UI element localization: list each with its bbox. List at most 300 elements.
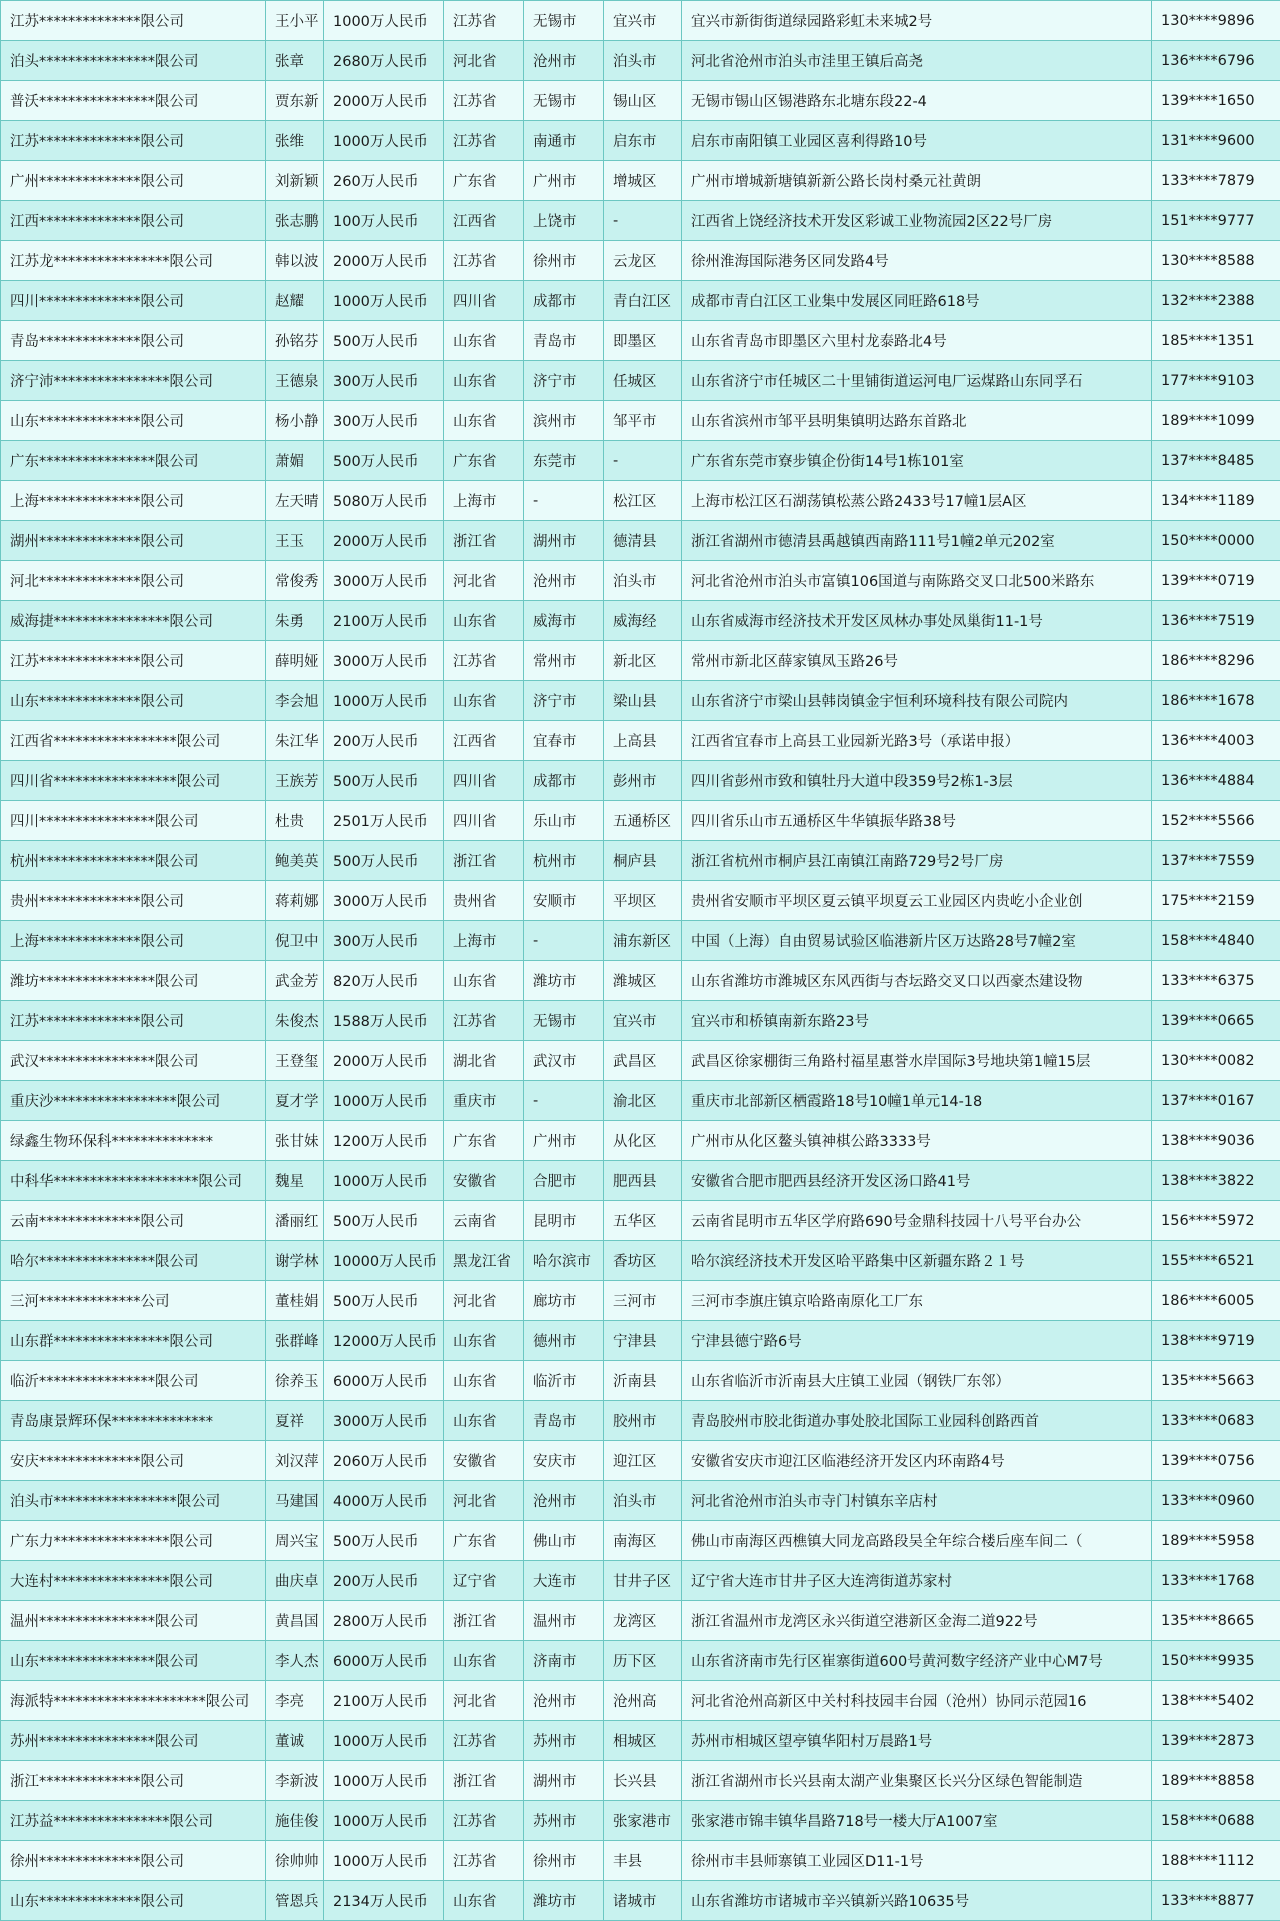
- province-cell: 江苏省: [444, 1841, 524, 1881]
- phone-cell: 189****8858: [1152, 1761, 1280, 1801]
- contact-name-cell: 张维: [266, 121, 324, 161]
- province-cell: 江苏省: [444, 1801, 524, 1841]
- phone-cell: 177****9103: [1152, 361, 1280, 401]
- address-cell: 广州市增城新塘镇新新公路长岗村桑元社黄朗: [682, 161, 1152, 201]
- registered-capital-cell: 5080万人民币: [324, 481, 444, 521]
- province-cell: 广东省: [444, 1121, 524, 1161]
- company-name-cell: 哈尔****************限公司: [1, 1241, 266, 1281]
- phone-cell: 130****0082: [1152, 1041, 1280, 1081]
- district-cell: 胶州市: [604, 1401, 682, 1441]
- district-cell: 宜兴市: [604, 1001, 682, 1041]
- address-cell: 安徽省安庆市迎江区临港经济开发区内环南路4号: [682, 1441, 1152, 1481]
- table-row: [1, 1841, 1280, 1881]
- company-name-cell: 三河**************公司: [1, 1281, 266, 1321]
- address-cell: 浙江省杭州市桐庐县江南镇江南路729号2号厂房: [682, 841, 1152, 881]
- company-name-cell: 泊头****************限公司: [1, 41, 266, 81]
- table-row: [1, 1681, 1280, 1721]
- company-name-cell: 苏州****************限公司: [1, 1721, 266, 1761]
- city-cell: 合肥市: [524, 1161, 604, 1201]
- city-cell: 温州市: [524, 1601, 604, 1641]
- district-cell: 从化区: [604, 1121, 682, 1161]
- table-row: [1, 1601, 1280, 1641]
- company-name-cell: 泊头市*****************限公司: [1, 1481, 266, 1521]
- table-row: [1, 241, 1280, 281]
- phone-cell: 138****9036: [1152, 1121, 1280, 1161]
- registered-capital-cell: 1000万人民币: [324, 681, 444, 721]
- city-cell: 沧州市: [524, 561, 604, 601]
- table-row: [1, 1201, 1280, 1241]
- city-cell: 大连市: [524, 1561, 604, 1601]
- table-row: [1, 1121, 1280, 1161]
- province-cell: 广东省: [444, 1521, 524, 1561]
- province-cell: 安徽省: [444, 1161, 524, 1201]
- phone-cell: 189****1099: [1152, 401, 1280, 441]
- province-cell: 江西省: [444, 201, 524, 241]
- city-cell: 威海市: [524, 601, 604, 641]
- city-cell: 昆明市: [524, 1201, 604, 1241]
- contact-name-cell: 徐帅帅: [266, 1841, 324, 1881]
- province-cell: 浙江省: [444, 1601, 524, 1641]
- district-cell: 任城区: [604, 361, 682, 401]
- table-row: [1, 201, 1280, 241]
- district-cell: 云龙区: [604, 241, 682, 281]
- phone-cell: 156****5972: [1152, 1201, 1280, 1241]
- province-cell: 河北省: [444, 41, 524, 81]
- table-row: [1, 1401, 1280, 1441]
- registered-capital-cell: 1000万人民币: [324, 1081, 444, 1121]
- city-cell: 成都市: [524, 761, 604, 801]
- address-cell: 成都市青白江区工业集中发展区同旺路618号: [682, 281, 1152, 321]
- address-cell: 苏州市相城区望亭镇华阳村万晨路1号: [682, 1721, 1152, 1761]
- contact-name-cell: 常俊秀: [266, 561, 324, 601]
- registered-capital-cell: 2501万人民币: [324, 801, 444, 841]
- district-cell: 松江区: [604, 481, 682, 521]
- address-cell: 宜兴市新街街道绿园路彩虹未来城2号: [682, 1, 1152, 41]
- address-cell: 浙江省温州市龙湾区永兴街道空港新区金海二道922号: [682, 1601, 1152, 1641]
- registered-capital-cell: 500万人民币: [324, 761, 444, 801]
- province-cell: 辽宁省: [444, 1561, 524, 1601]
- district-cell: 宁津县: [604, 1321, 682, 1361]
- table-row: [1, 1561, 1280, 1601]
- table-row: [1, 321, 1280, 361]
- address-cell: 张家港市锦丰镇华昌路718号一楼大厅A1007室: [682, 1801, 1152, 1841]
- city-cell: 苏州市: [524, 1721, 604, 1761]
- company-name-cell: 浙江**************限公司: [1, 1761, 266, 1801]
- city-cell: 佛山市: [524, 1521, 604, 1561]
- contact-name-cell: 徐养玉: [266, 1361, 324, 1401]
- city-cell: 沧州市: [524, 41, 604, 81]
- province-cell: 山东省: [444, 1361, 524, 1401]
- company-name-cell: 江苏**************限公司: [1, 121, 266, 161]
- phone-cell: 139****1650: [1152, 81, 1280, 121]
- phone-cell: 136****4003: [1152, 721, 1280, 761]
- table-row: [1, 441, 1280, 481]
- address-cell: 江西省宜春市上高县工业园新光路3号（承诺申报）: [682, 721, 1152, 761]
- table-row: [1, 801, 1280, 841]
- address-cell: 广东省东莞市寮步镇企份街14号1栋101室: [682, 441, 1152, 481]
- registered-capital-cell: 200万人民币: [324, 1561, 444, 1601]
- city-cell: 常州市: [524, 641, 604, 681]
- city-cell: -: [524, 481, 604, 521]
- contact-name-cell: 朱勇: [266, 601, 324, 641]
- district-cell: 宜兴市: [604, 1, 682, 41]
- address-cell: 徐州市丰县师寨镇工业园区D11-1号: [682, 1841, 1152, 1881]
- contact-name-cell: 杜贵: [266, 801, 324, 841]
- table-row: [1, 521, 1280, 561]
- registered-capital-cell: 3000万人民币: [324, 881, 444, 921]
- city-cell: 潍坊市: [524, 1881, 604, 1921]
- table-row: [1, 1801, 1280, 1841]
- address-cell: 宜兴市和桥镇南新东路23号: [682, 1001, 1152, 1041]
- phone-cell: 137****8485: [1152, 441, 1280, 481]
- province-cell: 山东省: [444, 1881, 524, 1921]
- address-cell: 山东省济宁市梁山县韩岗镇金宇恒利环境科技有限公司院内: [682, 681, 1152, 721]
- city-cell: -: [524, 921, 604, 961]
- table-row: [1, 1321, 1280, 1361]
- registered-capital-cell: 10000万人民币: [324, 1241, 444, 1281]
- company-name-cell: 山东****************限公司: [1, 1641, 266, 1681]
- registered-capital-cell: 3000万人民币: [324, 1401, 444, 1441]
- province-cell: 山东省: [444, 1401, 524, 1441]
- phone-cell: 138****9719: [1152, 1321, 1280, 1361]
- address-cell: 江西省上饶经济技术开发区彩诚工业物流园2区22号厂房: [682, 201, 1152, 241]
- table-row: [1, 481, 1280, 521]
- district-cell: -: [604, 201, 682, 241]
- address-cell: 云南省昆明市五华区学府路690号金鼎科技园十八号平台办公: [682, 1201, 1152, 1241]
- registered-capital-cell: 1000万人民币: [324, 1161, 444, 1201]
- city-cell: 徐州市: [524, 241, 604, 281]
- phone-cell: 139****0719: [1152, 561, 1280, 601]
- contact-name-cell: 王德泉: [266, 361, 324, 401]
- company-name-cell: 上海**************限公司: [1, 921, 266, 961]
- contact-name-cell: 董诚: [266, 1721, 324, 1761]
- contact-name-cell: 杨小静: [266, 401, 324, 441]
- district-cell: 肥西县: [604, 1161, 682, 1201]
- phone-cell: 130****8588: [1152, 241, 1280, 281]
- company-name-cell: 江苏**************限公司: [1, 1001, 266, 1041]
- address-cell: 山东省青岛市即墨区六里村龙泰路北4号: [682, 321, 1152, 361]
- phone-cell: 155****6521: [1152, 1241, 1280, 1281]
- address-cell: 三河市李旗庄镇京哈路南原化工厂东: [682, 1281, 1152, 1321]
- registered-capital-cell: 6000万人民币: [324, 1361, 444, 1401]
- city-cell: 湖州市: [524, 1761, 604, 1801]
- address-cell: 启东市南阳镇工业园区喜利得路10号: [682, 121, 1152, 161]
- address-cell: 山东省滨州市邹平县明集镇明达路东首路北: [682, 401, 1152, 441]
- phone-cell: 133****6375: [1152, 961, 1280, 1001]
- province-cell: 浙江省: [444, 841, 524, 881]
- company-name-cell: 江苏益****************限公司: [1, 1801, 266, 1841]
- contact-name-cell: 王小平: [266, 1, 324, 41]
- company-name-cell: 大连村****************限公司: [1, 1561, 266, 1601]
- phone-cell: 133****8877: [1152, 1881, 1280, 1921]
- province-cell: 江苏省: [444, 121, 524, 161]
- registered-capital-cell: 4000万人民币: [324, 1481, 444, 1521]
- city-cell: 广州市: [524, 1121, 604, 1161]
- company-name-cell: 广州**************限公司: [1, 161, 266, 201]
- table-row: [1, 1281, 1280, 1321]
- phone-cell: 137****0167: [1152, 1081, 1280, 1121]
- contact-name-cell: 周兴宝: [266, 1521, 324, 1561]
- district-cell: 泊头市: [604, 41, 682, 81]
- district-cell: 丰县: [604, 1841, 682, 1881]
- company-name-cell: 上海**************限公司: [1, 481, 266, 521]
- table-row: [1, 1001, 1280, 1041]
- table-row: [1, 1721, 1280, 1761]
- city-cell: 上饶市: [524, 201, 604, 241]
- table-row: [1, 121, 1280, 161]
- contact-name-cell: 潘丽红: [266, 1201, 324, 1241]
- company-name-cell: 云南**************限公司: [1, 1201, 266, 1241]
- district-cell: 浦东新区: [604, 921, 682, 961]
- address-cell: 青岛胶州市胶北街道办事处胶北国际工业园科创路西首: [682, 1401, 1152, 1441]
- address-cell: 浙江省湖州市德清县禹越镇西南路111号1幢2单元202室: [682, 521, 1152, 561]
- registered-capital-cell: 6000万人民币: [324, 1641, 444, 1681]
- company-name-cell: 青岛康景辉环保**************: [1, 1401, 266, 1441]
- company-name-cell: 徐州**************限公司: [1, 1841, 266, 1881]
- phone-cell: 138****5402: [1152, 1681, 1280, 1721]
- city-cell: 济宁市: [524, 361, 604, 401]
- district-cell: 德清县: [604, 521, 682, 561]
- address-cell: 辽宁省大连市甘井子区大连湾街道苏家村: [682, 1561, 1152, 1601]
- phone-cell: 150****9935: [1152, 1641, 1280, 1681]
- registered-capital-cell: 12000万人民币: [324, 1321, 444, 1361]
- contact-name-cell: 李人杰: [266, 1641, 324, 1681]
- province-cell: 上海市: [444, 921, 524, 961]
- contact-name-cell: 赵耀: [266, 281, 324, 321]
- city-cell: 乐山市: [524, 801, 604, 841]
- address-cell: 广州市从化区鳌头镇神棋公路3333号: [682, 1121, 1152, 1161]
- contact-name-cell: 王登玺: [266, 1041, 324, 1081]
- company-name-cell: 济宁沛****************限公司: [1, 361, 266, 401]
- province-cell: 山东省: [444, 961, 524, 1001]
- city-cell: 无锡市: [524, 81, 604, 121]
- address-cell: 徐州淮海国际港务区同发路4号: [682, 241, 1152, 281]
- district-cell: 三河市: [604, 1281, 682, 1321]
- table-row: [1, 401, 1280, 441]
- province-cell: 山东省: [444, 681, 524, 721]
- city-cell: 德州市: [524, 1321, 604, 1361]
- phone-cell: 139****0665: [1152, 1001, 1280, 1041]
- district-cell: 邹平市: [604, 401, 682, 441]
- company-name-cell: 武汉****************限公司: [1, 1041, 266, 1081]
- phone-cell: 132****2388: [1152, 281, 1280, 321]
- province-cell: 广东省: [444, 441, 524, 481]
- province-cell: 山东省: [444, 321, 524, 361]
- province-cell: 河北省: [444, 1481, 524, 1521]
- province-cell: 江苏省: [444, 1001, 524, 1041]
- company-name-cell: 广东力****************限公司: [1, 1521, 266, 1561]
- address-cell: 浙江省湖州市长兴县南太湖产业集聚区长兴分区绿色智能制造: [682, 1761, 1152, 1801]
- table-row: [1, 601, 1280, 641]
- address-cell: 无锡市锡山区锡港路东北塘东段22-4: [682, 81, 1152, 121]
- phone-cell: 137****7559: [1152, 841, 1280, 881]
- contact-name-cell: 王族芳: [266, 761, 324, 801]
- registered-capital-cell: 2800万人民币: [324, 1601, 444, 1641]
- company-name-cell: 江苏**************限公司: [1, 1, 266, 41]
- district-cell: 五华区: [604, 1201, 682, 1241]
- contact-name-cell: 张甘妹: [266, 1121, 324, 1161]
- district-cell: 龙湾区: [604, 1601, 682, 1641]
- phone-cell: 186****1678: [1152, 681, 1280, 721]
- phone-cell: 186****8296: [1152, 641, 1280, 681]
- province-cell: 山东省: [444, 1321, 524, 1361]
- district-cell: 泊头市: [604, 561, 682, 601]
- district-cell: 泊头市: [604, 1481, 682, 1521]
- address-cell: 山东省济南市先行区崔寨街道600号黄河数字经济产业中心M7号: [682, 1641, 1152, 1681]
- address-cell: 哈尔滨经济技术开发区哈平路集中区新疆东路２１号: [682, 1241, 1152, 1281]
- registered-capital-cell: 2000万人民币: [324, 81, 444, 121]
- district-cell: 香坊区: [604, 1241, 682, 1281]
- company-name-cell: 广东****************限公司: [1, 441, 266, 481]
- table-row: [1, 1521, 1280, 1561]
- contact-name-cell: 谢学林: [266, 1241, 324, 1281]
- phone-cell: 158****4840: [1152, 921, 1280, 961]
- company-name-cell: 山东群****************限公司: [1, 1321, 266, 1361]
- province-cell: 江苏省: [444, 641, 524, 681]
- registered-capital-cell: 2060万人民币: [324, 1441, 444, 1481]
- company-name-cell: 贵州**************限公司: [1, 881, 266, 921]
- company-name-cell: 山东**************限公司: [1, 401, 266, 441]
- registered-capital-cell: 820万人民币: [324, 961, 444, 1001]
- table-row: [1, 1241, 1280, 1281]
- company-name-cell: 潍坊****************限公司: [1, 961, 266, 1001]
- company-name-cell: 青岛**************限公司: [1, 321, 266, 361]
- address-cell: 武昌区徐家棚街三角路村福星惠誉水岸国际3号地块第1幢15层: [682, 1041, 1152, 1081]
- city-cell: 沧州市: [524, 1481, 604, 1521]
- table-row: [1, 41, 1280, 81]
- city-cell: 济宁市: [524, 681, 604, 721]
- address-cell: 四川省彭州市致和镇牡丹大道中段359号2栋1-3层: [682, 761, 1152, 801]
- city-cell: 宜春市: [524, 721, 604, 761]
- registered-capital-cell: 1588万人民币: [324, 1001, 444, 1041]
- province-cell: 上海市: [444, 481, 524, 521]
- address-cell: 常州市新北区薛家镇凤玉路26号: [682, 641, 1152, 681]
- contact-name-cell: 董桂娟: [266, 1281, 324, 1321]
- registered-capital-cell: 500万人民币: [324, 1281, 444, 1321]
- table-row: [1, 1361, 1280, 1401]
- district-cell: 潍城区: [604, 961, 682, 1001]
- phone-cell: 133****0960: [1152, 1481, 1280, 1521]
- province-cell: 江苏省: [444, 81, 524, 121]
- district-cell: 青白江区: [604, 281, 682, 321]
- company-name-cell: 江苏**************限公司: [1, 641, 266, 681]
- address-cell: 佛山市南海区西樵镇大同龙高路段吴全年综合楼后座车间二（: [682, 1521, 1152, 1561]
- registered-capital-cell: 260万人民币: [324, 161, 444, 201]
- table-row: [1, 1881, 1280, 1921]
- address-cell: 四川省乐山市五通桥区牛华镇振华路38号: [682, 801, 1152, 841]
- table-row: [1, 961, 1280, 1001]
- table-row: [1, 881, 1280, 921]
- company-name-cell: 中科华********************限公司: [1, 1161, 266, 1201]
- district-cell: 沧州高: [604, 1681, 682, 1721]
- district-cell: 武昌区: [604, 1041, 682, 1081]
- contact-name-cell: 王玉: [266, 521, 324, 561]
- phone-cell: 175****2159: [1152, 881, 1280, 921]
- registered-capital-cell: 500万人民币: [324, 1201, 444, 1241]
- city-cell: 武汉市: [524, 1041, 604, 1081]
- registered-capital-cell: 500万人民币: [324, 321, 444, 361]
- address-cell: 贵州省安顺市平坝区夏云镇平坝夏云工业园区内贵屹小企业创: [682, 881, 1152, 921]
- province-cell: 云南省: [444, 1201, 524, 1241]
- province-cell: 广东省: [444, 161, 524, 201]
- address-cell: 河北省沧州市泊头市寺门村镇东辛店村: [682, 1481, 1152, 1521]
- contact-name-cell: 朱江华: [266, 721, 324, 761]
- address-cell: 安徽省合肥市肥西县经济开发区汤口路41号: [682, 1161, 1152, 1201]
- table-row: [1, 1, 1280, 41]
- phone-cell: 135****5663: [1152, 1361, 1280, 1401]
- address-cell: 山东省济宁市任城区二十里铺街道运河电厂运煤路山东同孚石: [682, 361, 1152, 401]
- table-row: [1, 1761, 1280, 1801]
- province-cell: 河北省: [444, 1281, 524, 1321]
- table-row: [1, 841, 1280, 881]
- company-name-cell: 江苏龙****************限公司: [1, 241, 266, 281]
- registered-capital-cell: 2100万人民币: [324, 601, 444, 641]
- province-cell: 江苏省: [444, 241, 524, 281]
- table-row: [1, 81, 1280, 121]
- city-cell: 南通市: [524, 121, 604, 161]
- contact-name-cell: 李新波: [266, 1761, 324, 1801]
- contact-name-cell: 刘新颖: [266, 161, 324, 201]
- registered-capital-cell: 2100万人民币: [324, 1681, 444, 1721]
- address-cell: 山东省临沂市沂南县大庄镇工业园（钢铁厂东邻）: [682, 1361, 1152, 1401]
- district-cell: 迎江区: [604, 1441, 682, 1481]
- district-cell: 锡山区: [604, 81, 682, 121]
- address-cell: 河北省沧州市泊头市富镇106国道与南陈路交叉口北500米路东: [682, 561, 1152, 601]
- phone-cell: 136****7519: [1152, 601, 1280, 641]
- registered-capital-cell: 300万人民币: [324, 361, 444, 401]
- phone-cell: 130****9896: [1152, 1, 1280, 41]
- contact-name-cell: 管恩兵: [266, 1881, 324, 1921]
- district-cell: 平坝区: [604, 881, 682, 921]
- registered-capital-cell: 1000万人民币: [324, 1, 444, 41]
- table-row: [1, 1081, 1280, 1121]
- address-cell: 山东省潍坊市诸城市辛兴镇新兴路10635号: [682, 1881, 1152, 1921]
- province-cell: 安徽省: [444, 1441, 524, 1481]
- city-cell: 杭州市: [524, 841, 604, 881]
- contact-name-cell: 曲庆卓: [266, 1561, 324, 1601]
- province-cell: 河北省: [444, 561, 524, 601]
- contact-name-cell: 夏祥: [266, 1401, 324, 1441]
- address-cell: 山东省威海市经济技术开发区凤林办事处凤巢街11-1号: [682, 601, 1152, 641]
- province-cell: 浙江省: [444, 521, 524, 561]
- district-cell: 渝北区: [604, 1081, 682, 1121]
- company-name-cell: 四川****************限公司: [1, 801, 266, 841]
- phone-cell: 133****0683: [1152, 1401, 1280, 1441]
- registered-capital-cell: 100万人民币: [324, 201, 444, 241]
- contact-name-cell: 施佳俊: [266, 1801, 324, 1841]
- district-cell: 张家港市: [604, 1801, 682, 1841]
- registered-capital-cell: 1000万人民币: [324, 121, 444, 161]
- table-row: [1, 161, 1280, 201]
- address-cell: 宁津县德宁路6号: [682, 1321, 1152, 1361]
- table-row: [1, 681, 1280, 721]
- company-name-cell: 杭州****************限公司: [1, 841, 266, 881]
- district-cell: 即墨区: [604, 321, 682, 361]
- phone-cell: 139****2873: [1152, 1721, 1280, 1761]
- contact-name-cell: 韩以波: [266, 241, 324, 281]
- province-cell: 重庆市: [444, 1081, 524, 1121]
- district-cell: 梁山县: [604, 681, 682, 721]
- contact-name-cell: 朱俊杰: [266, 1001, 324, 1041]
- contact-name-cell: 夏才学: [266, 1081, 324, 1121]
- registered-capital-cell: 1000万人民币: [324, 1801, 444, 1841]
- contact-name-cell: 李会旭: [266, 681, 324, 721]
- province-cell: 四川省: [444, 281, 524, 321]
- contact-name-cell: 贾东新: [266, 81, 324, 121]
- address-cell: 重庆市北部新区栖霞路18号10幢1单元14-18: [682, 1081, 1152, 1121]
- table-row: [1, 641, 1280, 681]
- province-cell: 山东省: [444, 401, 524, 441]
